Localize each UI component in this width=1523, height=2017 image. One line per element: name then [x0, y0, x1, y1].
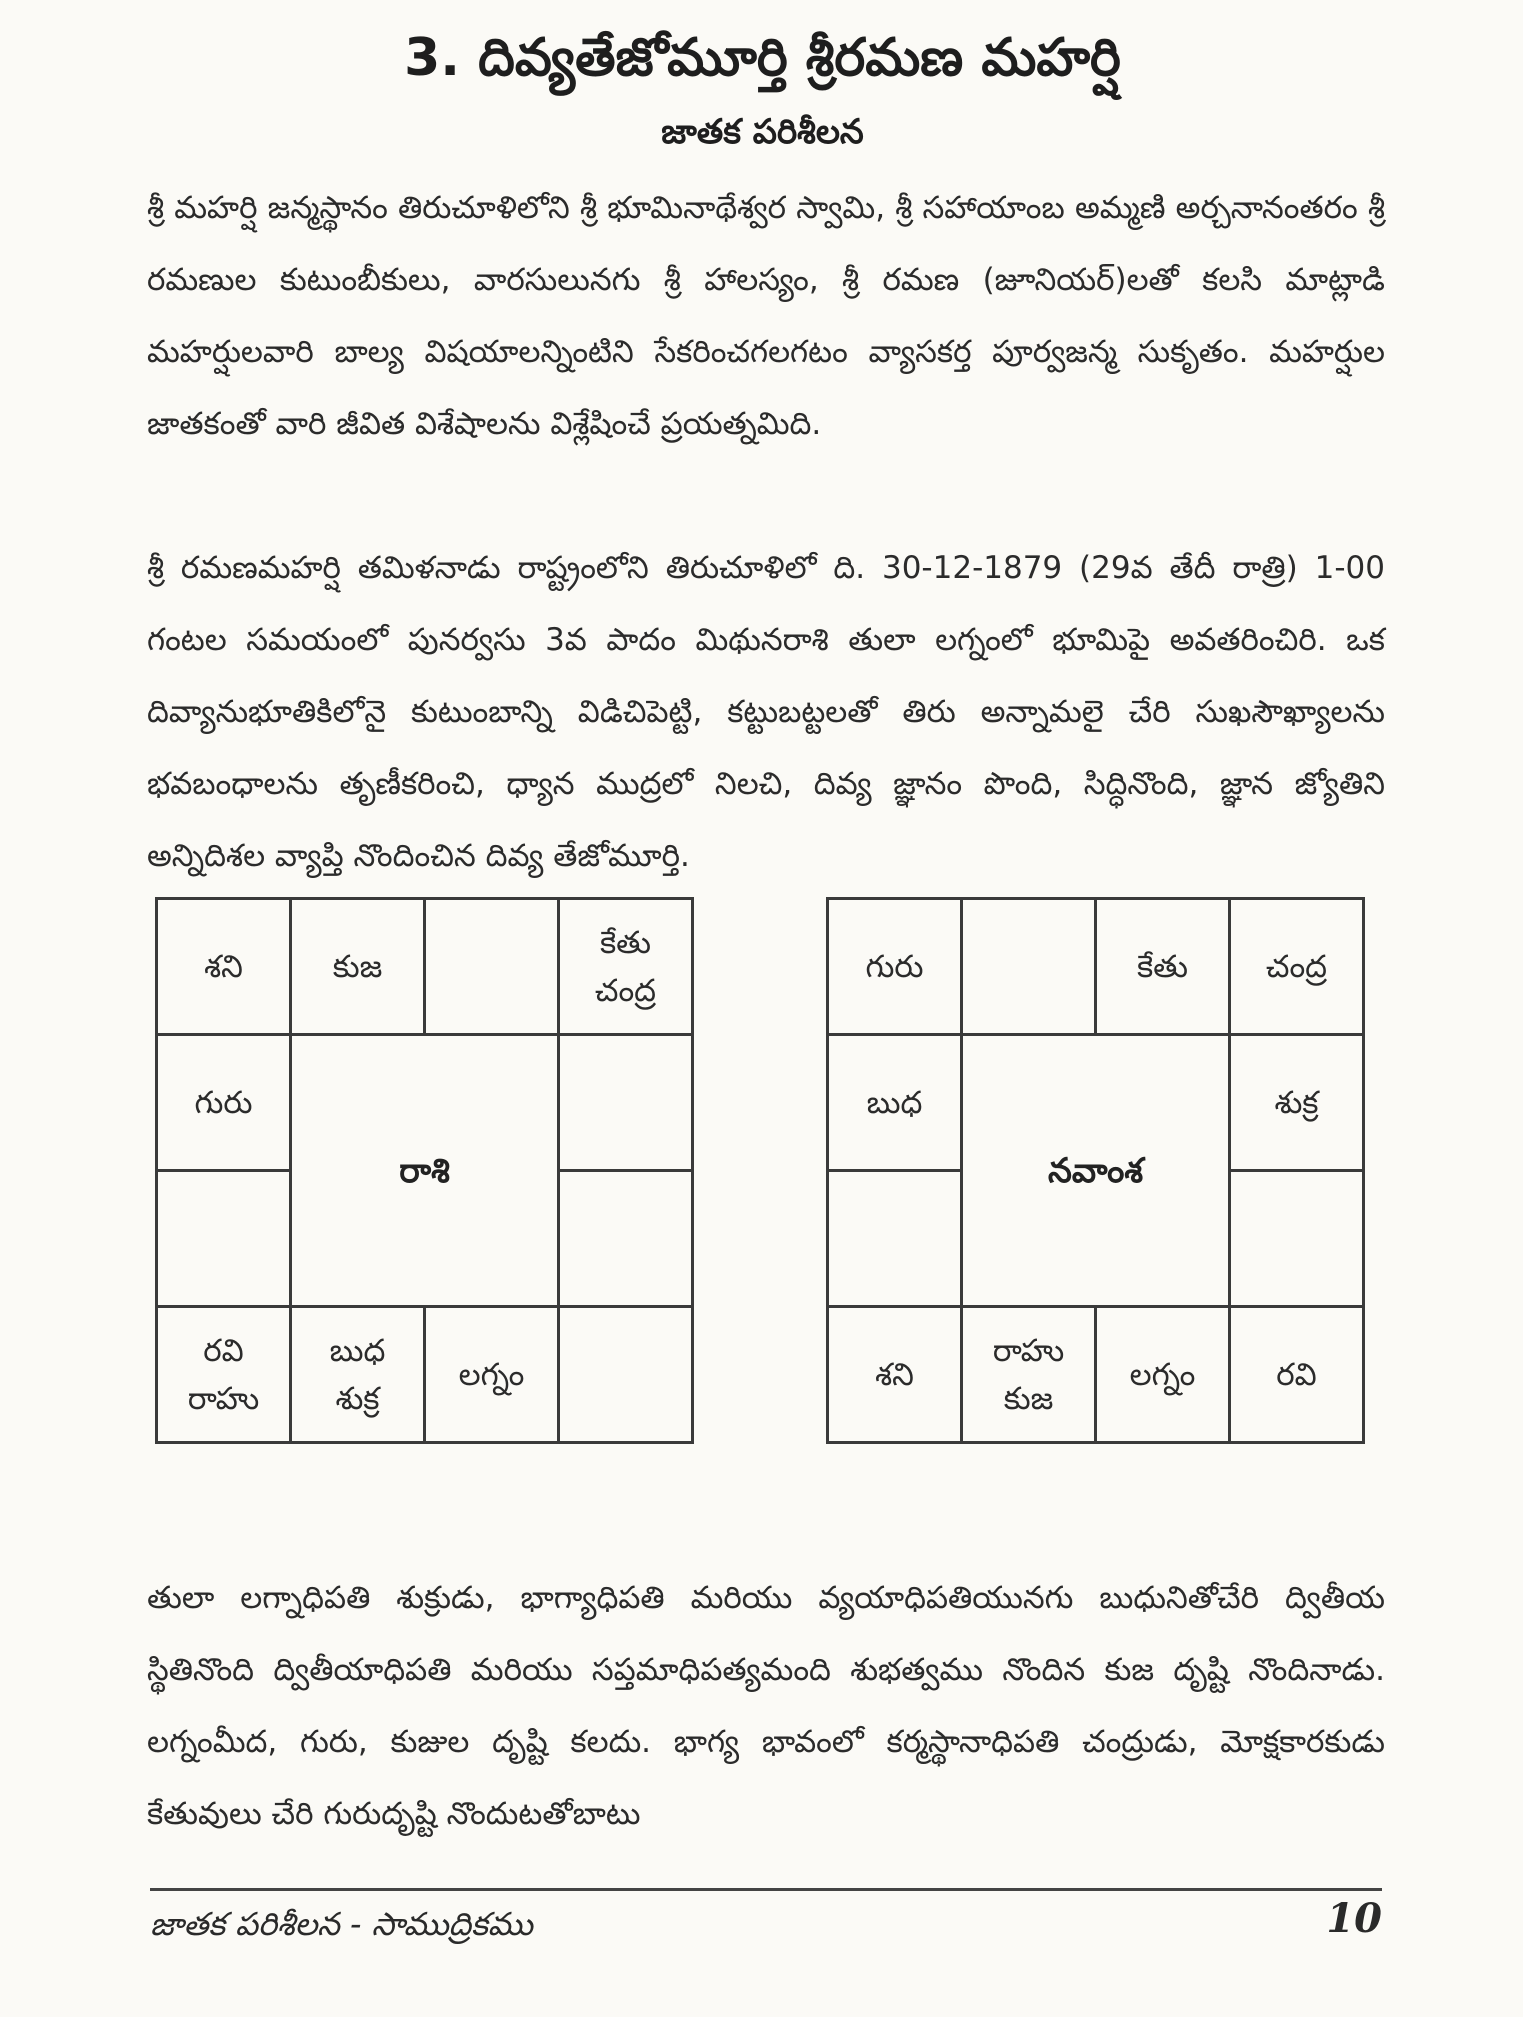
navamsa-cell-bottom-3: లగ్నం — [1096, 1307, 1230, 1443]
navamsa-cell-top-3: కేతు — [1096, 899, 1230, 1035]
paragraph-analysis: తులా లగ్నాధిపతి శుక్రుడు, భాగ్యాధిపతి మరియు వ్యయాధిపతియునగు బుధునితోచేరి ద్వితీయ స్థితినొంది ద్వితీయాధిపతి మరియు సప్తమాధిపత్యమంది శుభత్వము నొందిన కుజ దృష్టి నొందినాడు. లగ్నంమీద, గురు, కుజుల దృష్టి కలదు. భాగ్య భావంలో కర్మస్థానాధిపతి చంద్రుడు, మోక్షకారకుడు కేతువులు చేరి గురుదృష్టి నొందుటతోబాటు — [147, 1580, 1385, 1832]
navamsa-cell-bottom-1: శని — [828, 1307, 962, 1443]
navamsa-cell-top-2 — [962, 899, 1096, 1035]
rasi-cell-bottom-2 — [291, 1307, 425, 1443]
rasi-chart — [155, 897, 694, 1444]
rasi-cell-bottom-1 — [157, 1307, 291, 1443]
paragraph-intro: శ్రీ మహర్షి జన్మస్థానం తిరుచూళిలోని శ్రీ భూమినాథేశ్వర స్వామి, శ్రీ సహాయాంబ అమ్మణి అర్చనానంతరం శ్రీ రమణుల కుటుంబీకులు, వారసులునగు శ్రీ హాలస్యం, శ్రీ రమణ (జూనియర్)లతో కలసి మాట్లాడి మహర్షులవారి బాల్య విషయాలన్నింటిని సేకరించగలగటం వ్యాసకర్త పూర్వజన్మ సుకృతం. మహర్షుల జాతకంతో వారి జీవిత విశేషాలను విశ్లేషించే ప్రయత్నమిది. — [147, 190, 1385, 442]
rasi-cell-bottom-1-line-2: రాహు — [187, 1380, 260, 1417]
rasi-cell-left-1: గురు — [157, 1035, 291, 1171]
navamsa-chart — [826, 897, 1365, 1444]
rasi-cell-top-2: కుజ — [291, 899, 425, 1035]
rasi-cell-right-2 — [559, 1171, 693, 1307]
rasi-cell-bottom-4 — [559, 1307, 693, 1443]
navamsa-cell-left-1: బుధ — [828, 1035, 962, 1171]
page-number: 10 — [1326, 1895, 1382, 1942]
navamsa-cell-bottom-4: రవి — [1230, 1307, 1364, 1443]
rasi-cell-right-1 — [559, 1035, 693, 1171]
navamsa-cell-bottom-2 — [962, 1307, 1096, 1443]
navamsa-center-label: నవాంశ — [962, 1035, 1230, 1307]
navamsa-cell-right-2 — [1230, 1171, 1364, 1307]
rasi-center-label: రాశి — [291, 1035, 559, 1307]
rasi-cell-bottom-2-line-2: శుక్ర — [335, 1380, 380, 1417]
rasi-cell-top-4-line-1: కేతు — [599, 924, 652, 961]
rasi-cell-top-1: శని — [157, 899, 291, 1035]
navamsa-cell-bottom-2-line-1: రాహు — [992, 1332, 1065, 1369]
rasi-cell-left-2 — [157, 1171, 291, 1307]
navamsa-cell-top-1: గురు — [828, 899, 962, 1035]
rasi-cell-bottom-2-line-1: బుధ — [329, 1332, 386, 1369]
footer-divider — [150, 1888, 1382, 1891]
rasi-cell-top-4-line-2: చంద్ర — [594, 972, 657, 1009]
rasi-cell-bottom-3: లగ్నం — [425, 1307, 559, 1443]
rasi-cell-top-4 — [559, 899, 693, 1035]
navamsa-cell-top-4: చంద్ర — [1230, 899, 1364, 1035]
chapter-title: 3. దివ్యతేజోమూర్తి శ్రీరమణ మహర్షి — [404, 28, 1121, 88]
chapter-subtitle: జాతక పరిశీలన — [661, 112, 864, 152]
rasi-cell-bottom-1-line-1: రవి — [203, 1332, 244, 1369]
navamsa-cell-bottom-2-line-2: కుజ — [1003, 1380, 1054, 1417]
paragraph-birth-details: శ్రీ రమణమహర్షి తమిళనాడు రాష్ట్రంలోని తిరుచూళిలో ది. 30-12-1879 (29వ తేదీ రాత్రి) 1-00 గంటల సమయంలో పునర్వసు 3వ పాదం మిథునరాశి తులా లగ్నంలో భూమిపై అవతరించిరి. ఒక దివ్యానుభూతికిలోనై కుటుంబాన్ని విడిచిపెట్టి, కట్టుబట్టలతో తిరు అన్నామలై చేరి సుఖసౌఖ్యాలను భవబంధాలను తృణీకరించి, ధ్యాన ముద్రలో నిలచి, దివ్య జ్ఞానం పొంది, సిద్ధినొంది, జ్ఞాన జ్యోతిని అన్నిదిశల వ్యాప్తి నొందించిన దివ్య తేజోమూర్తి. — [147, 550, 1385, 874]
footer-book-title: జాతక పరిశీలన - సాముద్రికము — [150, 1905, 533, 1943]
navamsa-cell-left-2 — [828, 1171, 962, 1307]
navamsa-cell-right-1: శుక్ర — [1230, 1035, 1364, 1171]
rasi-cell-top-3 — [425, 899, 559, 1035]
